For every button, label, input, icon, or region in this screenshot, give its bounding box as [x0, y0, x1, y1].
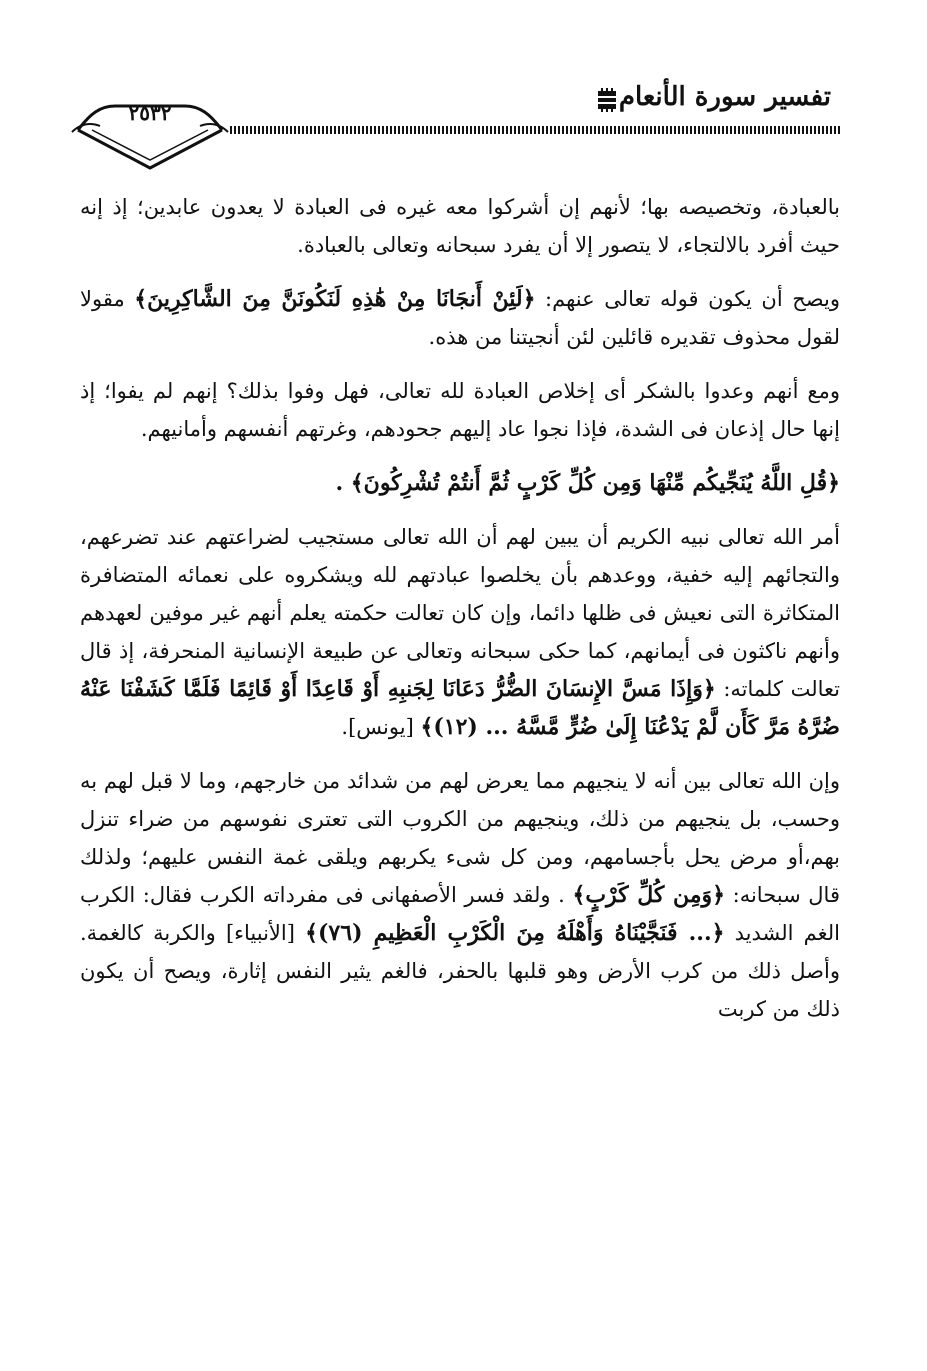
quran-verse-yunus: ﴿وَإِذَا مَسَّ الإِنسَانَ الضُّرُّ دَعَانَا لِجَنبِهِ أَوْ قَاعِدًا أَوْ قَائِمًا فَلَمَّا كَشَفْنَا عَنْهُ ضُرَّهُ مَرَّ كَأَن لَّمْ يَدْعُنَا إِلَىٰ ضُرٍّ مَّسَّهُ ... (١٢)﴾ [80, 676, 840, 740]
quran-verse: ﴿لَئِنْ أَنجَانَا مِنْ هَٰذِهِ لَنَكُونَنَّ مِنَ الشَّاكِرِينَ﴾ [134, 286, 536, 312]
paragraph-5 [80, 762, 840, 1028]
paragraph-1: بالعبادة، وتخصيصه بها؛ لأنهم إن أشركوا معه غيره فى العبادة لا يعدون عابدين؛ إذ إنه حيث أفرد بالالتجاء، لا يتصور إلا أن يفرد سبحانه وتعالى بالعبادة. [80, 195, 840, 257]
quran-verse-karb: ﴿وَمِن كُلِّ كَرْبٍ﴾ [572, 882, 726, 908]
running-title: تفسير سورة الأنعام [618, 82, 831, 112]
paragraph-5-text-a: وإن الله تعالى بين أنه لا ينجيهم مما يعرض لهم من شدائد من خارجهم، وما لا قبل لهم به وحسب، بل ينجيهم من ذلك، وينجيهم من الكروب التى تعترى نفوسهم من ضراء تنزل بهم،أو مرض يحل بأجسامهم، ومن كل شىء يكربهم ويلقى غمة النفس عليهم؛ ولذلك قال سبحانه: [80, 769, 840, 907]
main-verse: ﴿قُلِ اللَّهُ يُنَجِّيكُم مِّنْهَا وَمِن كُلِّ كَرْبٍ ثُمَّ أَنتُمْ تُشْرِكُونَ﴾ . [335, 470, 840, 496]
page-header [0, 0, 927, 180]
quran-verse-anbiya: ﴿... فَنَجَّيْنَاهُ وَأَهْلَهُ مِنَ الْكَرْبِ الْعَظِيمِ (٧٦)﴾ [305, 920, 725, 946]
header-rule [230, 126, 840, 134]
page-number: ٢٥٣٢ [128, 101, 172, 125]
page-body [80, 188, 840, 1044]
paragraph-4 [80, 518, 840, 746]
paragraph-2-rest: مقولا لقول محذوف تقديره قائلين لئن أنجيتنا من هذه. [80, 287, 840, 349]
paragraph-3: ومع أنهم وعدوا بالشكر أى إخلاص العبادة لله تعالى، فهل وفوا بذلك؟ إنهم لم يفوا؛ إذ إنها حال إذعان فى الشدة، فإذا نجوا عاد إليهم جحودهم، وغرتهم أنفسهم وأمانيهم. [80, 379, 840, 441]
paragraph-2 [80, 280, 840, 356]
paragraph-4-text: أمر الله تعالى نبيه الكريم أن يبين لهم أن الله تعالى مستجيب لضراعتهم عند تضرعهم، والتجائهم إليه خفية، ووعدهم بأن يخلصوا عبادتهم لله ويشكروه على نعمائه المتضافرة المتكاثرة التى نعيش فى ظلها دائما، وإن كان تعالت حكمته يعلم أنهم غير موفين لعهدهم وأنهم ناكثون فى أيمانهم، كما حكى سبحانه وتعالى عن طبيعة الإنسانية المنحرفة، إذ قال تعالت كلماته: [80, 525, 840, 701]
ornament-icon [596, 88, 618, 112]
paragraph-2-intro: ويصح أن يكون قوله تعالى عنهم: [545, 287, 840, 311]
paragraph-5-text-b: . ولقد فسر الأصفهانى فى مفرداته الكرب فقال: الكرب الغم الشديد [80, 883, 840, 945]
surah-reference: [يونس]. [341, 715, 414, 739]
paragraph-5-text-c: [الأنبياء] والكربة كالغمة. وأصل ذلك من كرب الأرض وهو قلبها بالحفر، فالغم يثير النفس إثارة، ويصح أن يكون ذلك من كربت [80, 921, 840, 1021]
